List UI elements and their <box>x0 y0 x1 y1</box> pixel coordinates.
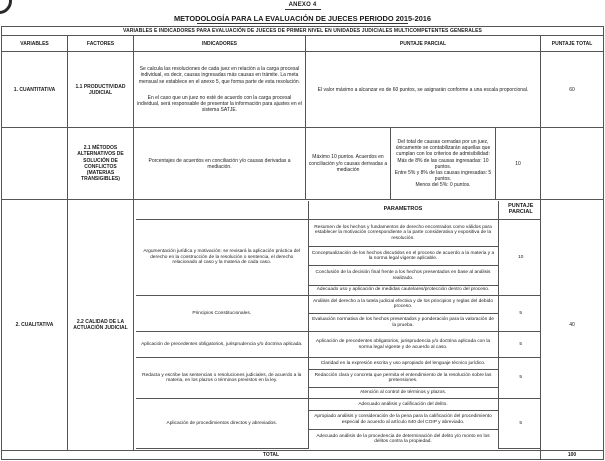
total-productividad: 60 <box>541 52 604 128</box>
parcial-precedentes: 5 <box>498 332 541 358</box>
table-subtitle: VARIABLES E INDICADORES PARA EVALUACIÓN DE JUECES DE PRIMER NIVEL EN UNIDADES JUDICIALES MULTICOMPETENTES GENERALES <box>2 27 604 36</box>
column-header-puntaje-total: PUNTAJE TOTAL <box>541 36 604 52</box>
annex-underline <box>285 9 321 10</box>
indicator-redaccion: Redacta y escribe las sentencias o resoluciones judiciales, de acuerdo a la materia, en los plazos o términos previstos en la ley. <box>136 358 308 399</box>
param-header-blank <box>136 201 308 219</box>
param-parcial-header: PUNTAJE PARCIAL <box>498 201 541 219</box>
param-row: Claridad en la expresión escrita y uso apropiado del lenguaje técnico jurídico. <box>308 358 498 369</box>
quality-criteria-subtable <box>134 200 541 451</box>
indicator-productividad-note: En el caso que un juez no esté de acuerdo con la carga procesal individual, será responsable de presentar la información para ajustes en el sistema SATJE. <box>137 94 302 114</box>
title-underline <box>197 23 408 24</box>
column-header-factores: FACTORES <box>68 36 134 52</box>
annex-label: ANEXO 4 <box>288 2 317 8</box>
parcial-productividad: El valor máximo a alcanzar es de 60 puntos, se asignarán conforme a una escala proporcional. <box>306 52 541 128</box>
param-row: Conceptualización de los hechos discutidos en el proceso de acuerdo a la materia y a la norma legal vigente aplicable. <box>308 247 498 266</box>
indicator-productividad-text: Se calcula las resoluciones de cada juez en relación a la carga procesal individual, es decir, causas ingresadas más causas en trámite. La meta mensual se establece en el anexo 5, que forma parte de esta resolución. <box>138 66 301 85</box>
param-row: Evaluación normativa de los hechos presentados y ponderación para la valoración de la prueba. <box>308 314 498 332</box>
document-title: METODOLOGÍA PARA LA EVALUACIÓN DE JUECES PERIODO 2015-2016 <box>173 14 432 23</box>
param-row: Adecuado uso y aplicación de medidas cautelares/protección dentro del proceso. <box>308 285 498 295</box>
escala-line: Más de 8% de las causas ingresadas: 10 puntos. <box>397 157 489 170</box>
param-row: Redacción clara y concreta que permita el entendimiento de la resolución sobre las pretensiones. <box>308 369 498 387</box>
indicator-procedimientos: Aplicación de procedimientos directos y abreviados. <box>136 399 308 449</box>
param-row: Conclusión de la decisión final frente a los hechos presentados en base al análisis realizado. <box>308 266 498 285</box>
escala-conciliacion <box>391 128 496 200</box>
param-row: Atención al control de términos y plazos. <box>308 387 498 398</box>
param-row: Apropiado análisis y consideración de la pena para la calificación del procedimiento especial de acuerdo al artículo 640 del COIP y abreviado. <box>308 410 498 429</box>
max-conciliacion: Máximo 10 puntos. Acuerdos en conciliación y/o causas derivadas a mediación <box>306 128 391 200</box>
variable-cuantitativa: 1. CUANTITATIVA <box>2 52 68 128</box>
param-header: PARAMETROS <box>308 201 498 219</box>
grand-total-label: TOTAL <box>2 451 541 460</box>
indicator-principios: Principios Constitucionales. <box>136 295 308 331</box>
escala-line: Entre 5% y 8% de las causas ingresadas: 5 puntos. <box>394 169 492 183</box>
column-header-variables: VARIABLES <box>2 36 68 52</box>
parcial-argumentacion: 10 <box>498 219 541 295</box>
column-header-indicadores: INDICADORES <box>134 36 306 52</box>
factor-productividad: 1.1 PRODUCTIVIDAD JUDICIAL <box>68 52 134 128</box>
total-cualitativa: 40 <box>541 200 604 451</box>
factor-metodos-alternativos: 2.1 MÉTODOS ALTERNATIVOS DE SOLUCIÓN DE CONFLICTOS (MATERIAS TRANSIGIBLES) <box>68 128 134 200</box>
parcial-principios: 5 <box>498 295 541 331</box>
column-header-puntaje-parcial: PUNTAJE PARCIAL <box>306 36 541 52</box>
param-row: Análisis del derecho a la tutela judicial efectiva y de los principios y reglas del debido proceso. <box>308 295 498 313</box>
indicator-conciliacion: Porcentajes de acuerdos en conciliación y/o causas derivadas a mediación. <box>134 128 306 200</box>
parcial-conciliacion: 10 <box>496 128 541 200</box>
evaluation-table <box>1 26 604 460</box>
param-row: Resumen de los hechos y fundamentos de derecho encontrados como válidos para establecer la motivación correspondiente a la parte considerativa y expositiva de la resolución. <box>308 219 498 246</box>
param-row: Aplicación de precedentes obligatorios, jurisprudencia y/o doctrina aplicada con la norma legal vigente y de acuerdo al caso. <box>308 332 498 358</box>
escala-line: Del total de causas cerradas por un juez, únicamente se contabilizarán aquellas que cumplan con los criterios de admisibilidad: <box>395 138 491 158</box>
indicator-argumentacion: Argumentación jurídica y motivación: se revisará la aplicación práctica del derecho en la construcción de la resolución o sentencia, el derecho relacionado al caso y la materia de cada caso. <box>136 219 308 295</box>
indicator-precedentes: Aplicación de precedentes obligatorios, jurisprudencia y/o doctrina aplicada. <box>136 332 308 358</box>
factor-calidad: 2.2 CALIDAD DE LA ACTUACIÓN JUDICIAL <box>68 200 134 451</box>
total-conciliacion-blank <box>541 128 604 200</box>
variable-cualitativa: 2. CUALITATIVA <box>2 200 68 451</box>
grand-total-value: 100 <box>541 451 604 460</box>
indicator-productividad <box>134 52 306 128</box>
parcial-redaccion: 5 <box>498 358 541 399</box>
escala-line: Menos del 5%: 0 puntos. <box>415 182 471 189</box>
parcial-procedimientos: 5 <box>498 399 541 449</box>
param-row: Adecuado análisis de la procedencia de determinación del delito y/o monto en los delitos contra la propiedad. <box>308 429 498 448</box>
param-row: Adecuado análisis y calificación del delito. <box>308 399 498 410</box>
variable-cuantitativa-cont <box>2 128 68 200</box>
